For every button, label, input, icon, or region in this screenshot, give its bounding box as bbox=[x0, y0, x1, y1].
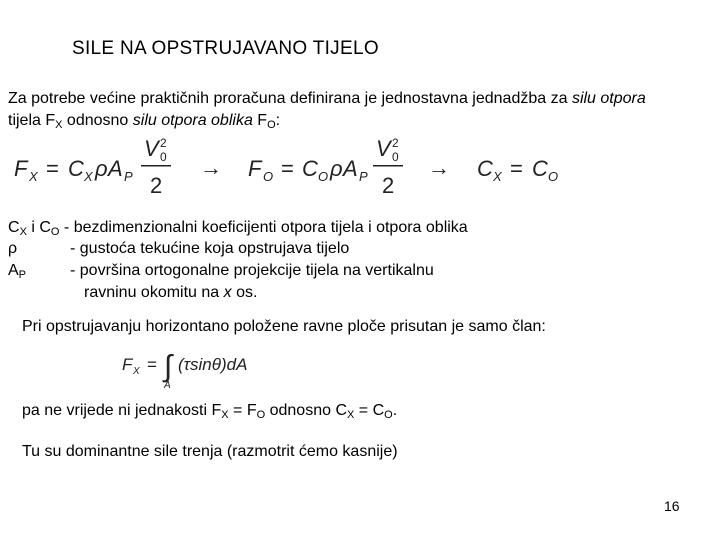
eq1-area-sub: P bbox=[124, 169, 133, 184]
def1-sub-x: X bbox=[19, 226, 27, 238]
integral-svg bbox=[120, 342, 270, 392]
conclusion-sub-1: X bbox=[221, 409, 229, 421]
eq3-lhs: C bbox=[477, 156, 493, 181]
eq2-rho: ρ bbox=[330, 156, 343, 181]
def3-cont-end: os. bbox=[231, 284, 258, 301]
eq2-equals: = bbox=[281, 156, 294, 181]
eq1-lhs: F bbox=[14, 156, 28, 181]
eq2-vel-sub: 0 bbox=[392, 150, 399, 164]
definition-area bbox=[8, 260, 26, 286]
conclusion-text-a: pa ne vrijede ni jednakosti F bbox=[22, 402, 222, 419]
conclusion-text-e: . bbox=[392, 402, 398, 419]
equations-svg bbox=[0, 138, 720, 198]
integral-lhs: F bbox=[122, 355, 133, 374]
eq2-lhs-sub: O bbox=[263, 169, 274, 184]
intro-text-b: odnosno bbox=[62, 112, 129, 129]
intro-text-c: F bbox=[257, 112, 268, 129]
eq1-area: A bbox=[108, 156, 123, 181]
integral-body: (τsinθ)dA bbox=[178, 355, 248, 374]
intro-text-a: tijela F bbox=[8, 112, 56, 129]
conclusion-text-b: = F bbox=[228, 402, 257, 419]
equation-1 bbox=[14, 138, 171, 198]
eq1-vel: V bbox=[144, 138, 159, 161]
intro-line-2 bbox=[8, 110, 280, 136]
eq1-denom: 2 bbox=[150, 173, 163, 198]
eq3-rhs: C bbox=[532, 156, 548, 181]
intro-text-d: : bbox=[275, 112, 281, 129]
def2-symbol-rho: ρ bbox=[8, 240, 18, 257]
arrow-2: → bbox=[428, 155, 450, 180]
eq2-coef-sub: O bbox=[318, 169, 329, 184]
eq2-denom: 2 bbox=[382, 173, 395, 198]
integral-lhs-sub: X bbox=[133, 366, 140, 377]
conclusion-line bbox=[22, 400, 397, 426]
def3-cont-text: ravninu okomitu na bbox=[84, 284, 224, 301]
conclusion-sub-4: O bbox=[384, 409, 393, 421]
conclusion-text-d: = C bbox=[354, 402, 385, 419]
equation-3 bbox=[477, 156, 558, 184]
def3-sub-p: P bbox=[18, 269, 27, 281]
eq1-vel-sup: 2 bbox=[160, 138, 167, 150]
definition-density-text: - gustoća tekućine koja opstrujava tijelo bbox=[70, 240, 350, 257]
def1-text: - bezdimenzionalni koeficijenti otpora tijela i otpora oblika bbox=[59, 219, 468, 236]
integral-lower-limit: A bbox=[164, 380, 171, 391]
eq2-area: A bbox=[343, 156, 358, 181]
integral-sign: ∫ bbox=[164, 350, 173, 383]
conclusion-text-c: odnosno C bbox=[265, 402, 347, 419]
eq2-vel-sup: 2 bbox=[392, 138, 399, 150]
eq3-equals: = bbox=[510, 156, 523, 181]
definition-area-text: - površina ortogonalne projekcije tijela na vertikalnu bbox=[70, 262, 434, 279]
intro-sub-x: X bbox=[55, 119, 63, 131]
plate-statement: Pri opstrujavanju horizontano položene ravne ploče prisutan je samo član: bbox=[22, 318, 546, 335]
eq2-coef: C bbox=[302, 156, 318, 181]
eq3-lhs-sub: X bbox=[493, 169, 502, 184]
intro-italic-term: silu otpora bbox=[571, 90, 646, 107]
equation-2 bbox=[248, 138, 403, 198]
intro-sub-o: O bbox=[267, 119, 276, 131]
intro-line-1 bbox=[8, 88, 646, 109]
def1-symbol-cx: C bbox=[8, 219, 20, 236]
drag-equations bbox=[0, 138, 720, 198]
definition-area-continued bbox=[84, 282, 257, 303]
intro-text: Za potrebe većine praktičnih proračuna definirana je jednostavna jednadžba za bbox=[8, 90, 568, 107]
conclusion-sub-2: O bbox=[256, 409, 266, 421]
arrow-1: → bbox=[200, 155, 222, 180]
plate-integral bbox=[120, 342, 270, 392]
eq2-fraction-bar bbox=[373, 165, 403, 167]
def1-symbol-co: i C bbox=[26, 219, 51, 236]
intro-italic-term-2: silu otpora oblika bbox=[132, 112, 253, 129]
def3-symbol-a: A bbox=[8, 262, 19, 279]
def3-cont-italic: x bbox=[223, 284, 232, 301]
eq2-vel: V bbox=[376, 138, 391, 161]
eq1-coef-sub: X bbox=[84, 169, 93, 184]
definition-density bbox=[8, 238, 17, 259]
def1-sub-o: O bbox=[50, 226, 60, 238]
friction-note: Tu su dominantne sile trenja (razmotrit ćemo kasnije) bbox=[22, 443, 398, 460]
conclusion-sub-3: X bbox=[347, 409, 355, 421]
eq1-fraction-bar bbox=[141, 165, 171, 167]
eq3-rhs-sub: O bbox=[548, 169, 559, 184]
eq2-lhs: F bbox=[248, 156, 262, 181]
eq1-lhs-sub: X bbox=[29, 169, 38, 184]
eq1-rho: ρ bbox=[95, 156, 108, 181]
integral-equals: = bbox=[147, 355, 157, 374]
slide-title: SILE NA OPSTRUJAVANO TIJELO bbox=[72, 38, 379, 59]
page-number: 16 bbox=[664, 498, 680, 514]
eq1-vel-sub: 0 bbox=[160, 150, 167, 164]
eq2-area-sub: P bbox=[359, 169, 368, 184]
eq1-equals: = bbox=[46, 156, 59, 181]
eq1-coef: C bbox=[68, 156, 84, 181]
